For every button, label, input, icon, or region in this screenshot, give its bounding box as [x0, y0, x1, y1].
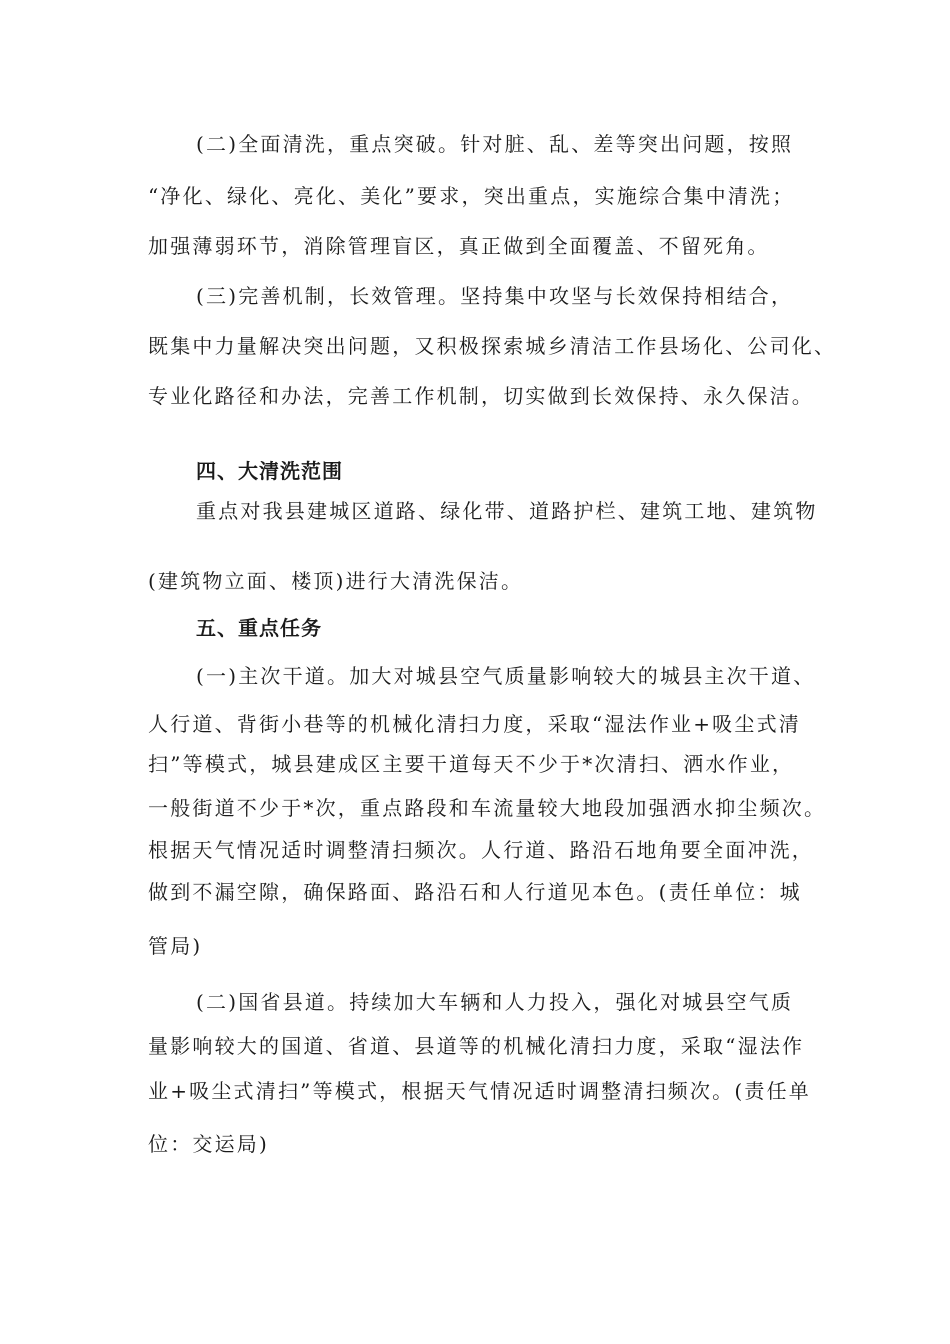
paragraph-line: 根据天气情况适时调整清扫频次。人行道、路沿石地角要全面冲洗， — [148, 838, 814, 862]
paragraph-line: (三)完善机制，长效管理。坚持集中攻坚与长效保持相结合， — [196, 284, 794, 308]
paragraph-line: 人行道、背街小巷等的机械化清扫力度，采取“湿法作业+吸尘式清 — [148, 712, 801, 736]
paragraph-line: 位：交运局) — [148, 1132, 270, 1156]
section-heading: 四、大清洗范围 — [196, 459, 343, 483]
paragraph-line: (二)全面清洗，重点突破。针对脏、乱、差等突出问题，按照 — [196, 132, 794, 156]
paragraph-line: 重点对我县建城区道路、绿化带、道路护栏、建筑工地、建筑物 — [196, 499, 818, 523]
section-heading: 五、重点任务 — [196, 616, 322, 640]
paragraph-line: 既集中力量解决突出问题，又积极探索城乡清洁工作县场化、公司化、 — [148, 334, 837, 358]
paragraph-line: 做到不漏空隙，确保路面、路沿石和人行道见本色。(责任单位：城 — [148, 880, 802, 904]
paragraph-line: 扫”等模式，城县建成区主要干道每天不少于*次清扫、洒水作业， — [148, 752, 795, 776]
paragraph-line: (一)主次干道。加大对城县空气质量影响较大的城县主次干道、 — [196, 664, 816, 688]
paragraph-line: (建筑物立面、楼顶)进行大清洗保洁。 — [148, 569, 524, 593]
paragraph-line: 加强薄弱环节，消除管理盲区，真正做到全面覆盖、不留死角。 — [148, 234, 770, 258]
paragraph-line: 业+吸尘式清扫”等模式，根据天气情况适时调整清扫频次。(责任单 — [148, 1079, 811, 1103]
paragraph-line: 量影响较大的国道、省道、县道等的机械化清扫力度，采取“湿法作 — [148, 1034, 805, 1058]
paragraph-line: (二)国省县道。持续加大车辆和人力投入，强化对城县空气质 — [196, 990, 794, 1014]
paragraph-line: 专业化路径和办法，完善工作机制，切实做到长效保持、永久保洁。 — [148, 384, 814, 408]
paragraph-line: 管局) — [148, 934, 203, 958]
paragraph-line: “净化、绿化、亮化、美化”要求，突出重点，实施综合集中清洗； — [148, 184, 795, 208]
paragraph-line: 一般街道不少于*次，重点路段和车流量较大地段加强洒水抑尘频次。 — [148, 796, 827, 820]
